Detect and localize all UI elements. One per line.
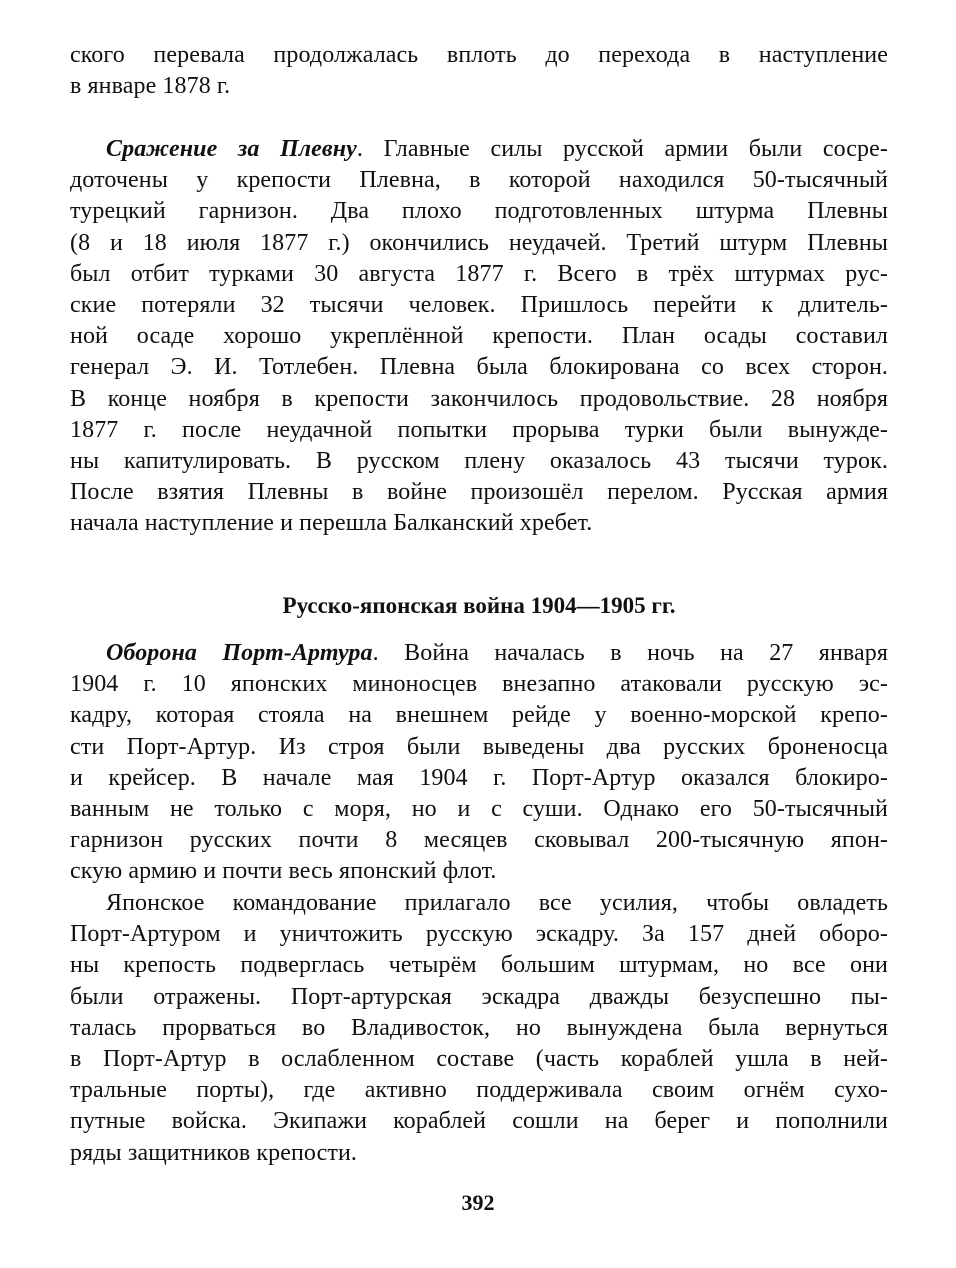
text-line: Порт-Артуром и уничтожить русскую эскадру. За 157 дней оборо- bbox=[70, 921, 888, 948]
paragraph-1 bbox=[70, 40, 888, 102]
text-line: ряды защитников крепости. bbox=[70, 1139, 358, 1166]
text-line: (8 и 18 июля 1877 г.) окончились неудачей. Третий штурм Плевны bbox=[70, 229, 888, 256]
text-line: кадру, которая стояла на внешнем рейде у военно-морской крепо- bbox=[70, 702, 888, 729]
text-line: ского перевала продолжалась вплоть до перехода в наступление bbox=[70, 42, 888, 68]
text-line: Японское командование прилагало все усилия, чтобы овладеть bbox=[106, 890, 888, 916]
paragraph-3 bbox=[70, 638, 888, 888]
text-line: ны капитулировать. В русском плену оказалось 43 тысячи турок. bbox=[70, 447, 888, 474]
text-fragment: . Главные силы русской армии были сосре- bbox=[356, 136, 888, 162]
text-line: В конце ноября в крепости закончилось продовольствие. 28 ноября bbox=[70, 385, 888, 412]
text-line: генерал Э. И. Тотлебен. Плевна была блокирована со всех сторон. bbox=[70, 354, 888, 381]
text-line: 1904 г. 10 японских миноносцев внезапно атаковали русскую эс- bbox=[70, 671, 888, 698]
text-line: были отражены. Порт-артурская эскадра дважды безуспешно пы- bbox=[70, 983, 888, 1010]
text-line: ны крепость подверглась четырём большим штурмам, но все они bbox=[70, 952, 888, 979]
text-line: 1877 г. после неудачной попытки прорыва турки были вынужде- bbox=[70, 416, 888, 443]
text-line: гарнизон русских почти 8 месяцев сковывал 200-тысячную япон- bbox=[70, 827, 888, 854]
text-line: скую армию и почти весь японский флот. bbox=[70, 858, 497, 885]
text-line: После взятия Плевны в войне произошёл перелом. Русская армия bbox=[70, 479, 888, 506]
text-line: начала наступление и перешла Балканский хребет. bbox=[70, 510, 593, 537]
text-line bbox=[70, 134, 888, 165]
paragraph-4 bbox=[70, 888, 888, 1169]
text-line: путные войска. Экипажи кораблей сошли на берег и пополнили bbox=[70, 1108, 888, 1135]
text-line: талась прорваться во Владивосток, но вынуждена была вернуться bbox=[70, 1014, 888, 1041]
text-line: ной осаде хорошо укреплённой крепости. План осады составил bbox=[70, 323, 888, 350]
text-line: и крейсер. В начале мая 1904 г. Порт-Артур оказался блокиро- bbox=[70, 764, 888, 791]
run-in-heading: Оборона Порт-Артура bbox=[106, 640, 373, 666]
run-in-heading: Сражение за Плевну bbox=[106, 136, 357, 162]
text-line: сти Порт-Артур. Из строя были выведены два русских броненосца bbox=[70, 733, 888, 760]
section-heading: Русско-японская война 1904—1905 гг. bbox=[282, 593, 676, 618]
text-line: ванным не только с моря, но и с суши. Однако его 50-тысячный bbox=[70, 795, 888, 822]
text-line: доточены у крепости Плевна, в которой находился 50-тысячный bbox=[70, 167, 888, 194]
page-number: 392 bbox=[461, 1190, 495, 1215]
text-line: в Порт-Артур в ослабленном составе (часть кораблей ушла в ней- bbox=[70, 1045, 888, 1072]
text-line: тральные порты), где активно поддерживала своим огнём сухо- bbox=[70, 1077, 888, 1104]
text-fragment: . Война началась в ночь на 27 января bbox=[372, 640, 888, 666]
text-line: турецкий гарнизон. Два плохо подготовленных штурма Плевны bbox=[70, 198, 888, 225]
paragraph-2 bbox=[70, 134, 888, 539]
text-line: в январе 1878 г. bbox=[70, 73, 231, 100]
text-line: был отбит турками 30 августа 1877 г. Всего в трёх штурмах рус- bbox=[70, 260, 888, 287]
text-line bbox=[70, 638, 888, 669]
text-line: ские потеряли 32 тысячи человек. Пришлось перейти к длитель- bbox=[70, 291, 888, 318]
